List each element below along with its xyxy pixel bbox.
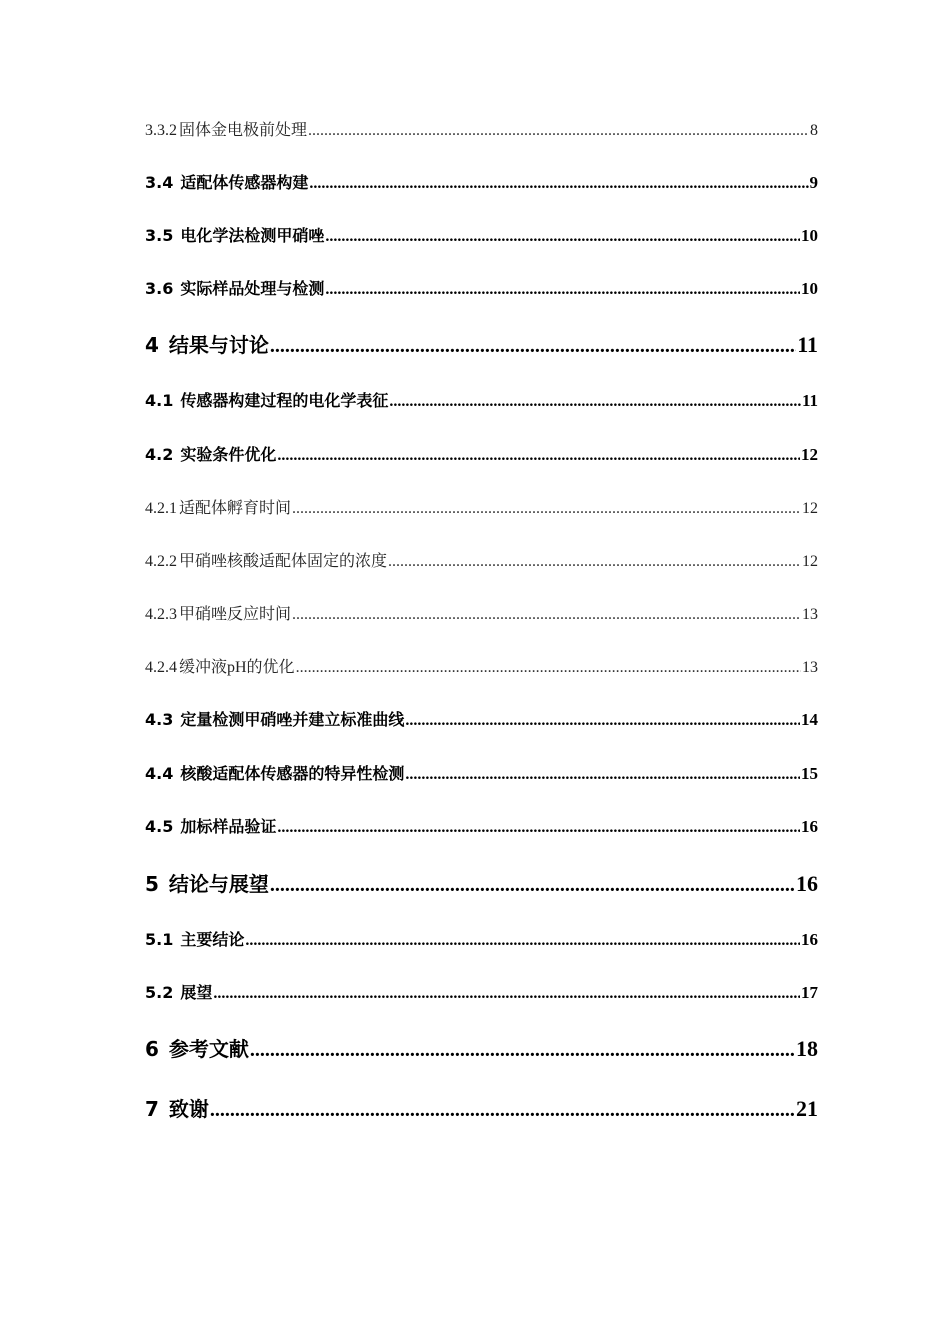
toc-entry-text: 电化学法检测甲硝唑 [180,226,325,245]
toc-entry-text: 核酸适配体传感器的特异性检测 [180,764,405,783]
toc-entry-number: 5.2 [145,983,174,1002]
toc-entry-4-4[interactable] [145,761,818,784]
toc-entry-3-4[interactable] [145,170,818,193]
toc-entry-number: 4.5 [145,817,174,836]
toc-entry-page: 10 [801,279,818,298]
toc-dot-leader [296,659,801,677]
toc-entry-title [145,707,404,730]
toc-entry-6[interactable] [145,1033,818,1062]
toc-entry-page: 18 [796,1036,818,1061]
toc-entry-title [145,117,307,140]
toc-entry-page: 12 [802,553,818,570]
toc-entry-title [145,1093,209,1122]
toc-entry-title [145,927,244,950]
toc-entry-number: 4.2.3 [145,606,177,623]
toc-entry-text: 加标样品验证 [180,817,277,836]
toc-entry-page: 11 [801,391,818,410]
toc-entry-number: 3.4 [145,173,174,192]
toc-entry-title [145,868,269,897]
toc-dot-leader [250,1039,795,1062]
toc-entry-number: 5.1 [145,930,174,949]
toc-dot-leader [245,932,800,950]
toc-dot-leader [277,819,800,837]
toc-dot-leader [277,447,800,465]
toc-entry-text: 适配体孵育时间 [179,500,292,517]
toc-entry-page: 9 [809,173,818,192]
toc-entry-page: 15 [801,764,818,783]
toc-entry-number: 4.4 [145,764,174,783]
toc-entry-number: 6 [145,1037,159,1061]
toc-entry-number: 7 [145,1097,159,1121]
toc-entry-3-6[interactable] [145,276,818,299]
toc-dot-leader [270,874,795,897]
toc-entry-text: 甲硝唑反应时间 [179,606,292,623]
toc-dot-leader [325,281,800,299]
toc-entry-page: 12 [802,500,818,517]
toc-entry-page: 14 [801,710,818,729]
toc-entry-4-2-1[interactable] [145,495,818,518]
toc-entry-page: 17 [801,983,818,1002]
toc-entry-title [145,329,269,358]
toc-entry-number: 4.2.2 [145,553,177,570]
toc-entry-text: 甲硝唑核酸适配体固定的浓度 [179,553,388,570]
toc-entry-page: 8 [810,122,818,139]
toc-entry-text: 实际样品处理与检测 [180,279,325,298]
toc-dot-leader [388,553,801,571]
toc-entry-number: 5 [145,872,159,896]
toc-entry-text: 结果与讨论 [168,333,269,357]
toc-entry-number: 3.3.2 [145,122,177,139]
toc-entry-text: 主要结论 [180,930,245,949]
toc-entry-page: 11 [797,332,818,357]
toc-entry-page: 16 [796,871,818,896]
toc-entry-7[interactable] [145,1093,818,1122]
toc-entry-number: 3.6 [145,279,174,298]
toc-entry-4-2-4[interactable] [145,654,818,677]
toc-entry-page: 21 [796,1096,818,1121]
toc-dot-leader [292,606,801,624]
toc-entry-page: 10 [801,226,818,245]
toc-entry-page: 16 [801,930,818,949]
toc-entry-4-2[interactable] [145,442,818,465]
toc-dot-leader [308,122,809,140]
toc-entry-title [145,761,404,784]
toc-dot-leader [405,766,800,784]
toc-dot-leader [210,1099,795,1122]
toc-entry-title [145,980,212,1003]
toc-dot-leader [309,175,808,193]
toc-entry-text: 结论与展望 [168,872,269,896]
toc-entry-title [145,495,291,518]
toc-entry-title [145,223,324,246]
toc-dot-leader [292,500,801,518]
toc-entry-4-2-2[interactable] [145,548,818,571]
toc-entry-title [145,442,276,465]
toc-entry-text: 参考文献 [168,1037,249,1061]
toc-entry-5-2[interactable] [145,980,818,1003]
toc-entry-page: 13 [802,606,818,623]
toc-entry-3-3-2[interactable] [145,117,818,140]
toc-entry-5-1[interactable] [145,927,818,950]
toc-entry-text: 实验条件优化 [180,445,277,464]
toc-entry-4-5[interactable] [145,814,818,837]
toc-entry-title [145,814,276,837]
toc-entry-number: 3.5 [145,226,174,245]
toc-entry-4[interactable] [145,329,818,358]
toc-entry-title [145,276,324,299]
toc-entry-page: 12 [801,445,818,464]
toc-entry-number: 4.2.1 [145,500,177,517]
toc-dot-leader [325,228,800,246]
toc-entry-title [145,388,388,411]
toc-entry-4-1[interactable] [145,388,818,411]
toc-entry-text: 传感器构建过程的电化学表征 [180,391,389,410]
toc-entry-text: 适配体传感器构建 [180,173,309,192]
toc-dot-leader [389,393,801,411]
toc-entry-title [145,654,295,677]
toc-entry-number: 4.1 [145,391,174,410]
toc-entry-number: 4.3 [145,710,174,729]
toc-entry-3-5[interactable] [145,223,818,246]
toc-entry-number: 4.2.4 [145,659,177,676]
toc-entry-text: 定量检测甲硝唑并建立标准曲线 [180,710,405,729]
toc-entry-text: 致谢 [168,1097,209,1121]
toc-entry-title [145,1033,249,1062]
toc-entry-page: 16 [801,817,818,836]
toc-dot-leader [270,335,796,358]
toc-dot-leader [213,985,800,1003]
toc-dot-leader [405,712,800,730]
toc-entry-title [145,601,291,624]
toc-entry-title [145,548,387,571]
toc-entry-text: 展望 [180,983,213,1002]
toc-entry-number: 4.2 [145,445,174,464]
toc-entry-4-2-3[interactable] [145,601,818,624]
toc-entry-5[interactable] [145,868,818,897]
toc-entry-page: 13 [802,659,818,676]
toc-entry-title [145,170,308,193]
toc-entry-text: 固体金电极前处理 [179,122,308,139]
toc-entry-text: 缓冲液pH的优化 [179,659,295,676]
toc-entry-4-3[interactable] [145,707,818,730]
toc-entry-number: 4 [145,333,159,357]
